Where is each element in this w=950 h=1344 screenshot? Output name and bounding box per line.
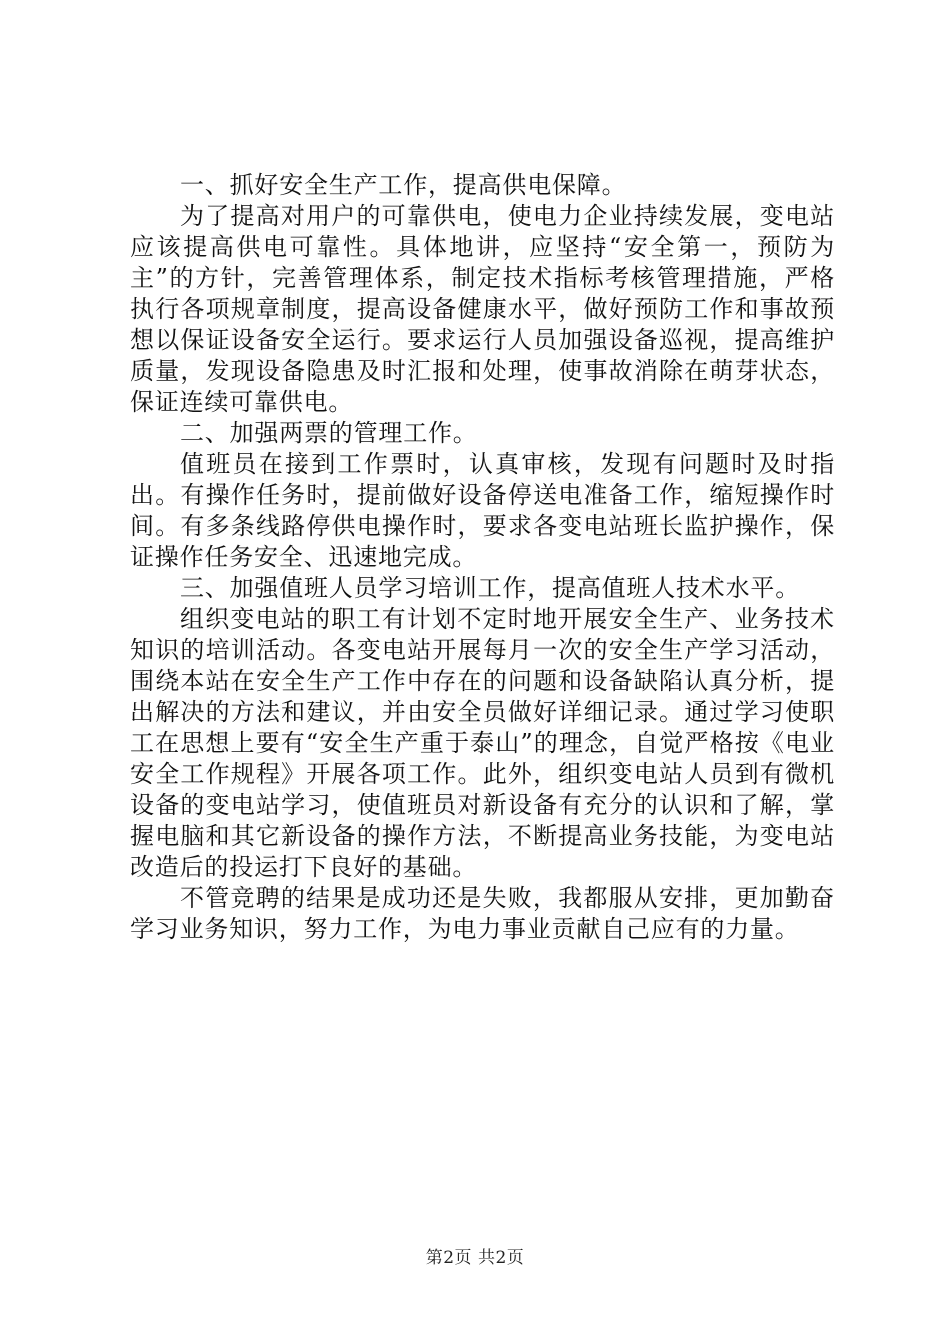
page-number-footer: 第2页 共2页 xyxy=(425,1248,525,1268)
section-heading-training: 三、加强值班人员学习培训工作，提高值班人技术水平。 xyxy=(180,574,800,602)
section-heading-safety: 一、抓好安全生产工作，提高供电保障。 xyxy=(180,171,627,199)
section-heading-work-tickets: 二、加强两票的管理工作。 xyxy=(180,419,478,447)
paragraph-work-tickets: 值班员在接到工作票时，认真审核，发现有问题时及时指出。有操作任务时，提前做好设备停送电准备工作，缩短操作时间。有多条线路停供电操作时，要求各变电站班长监护操作，保证操作任务安全、迅速地完成。 xyxy=(130,450,835,571)
paragraph-training: 组织变电站的职工有计划不定时地开展安全生产、业务技术知识的培训活动。各变电站开展每月一次的安全生产学习活动，围绕本站在安全生产工作中存在的问题和设备缺陷认真分析，提出解决的方法和建议，并由安全员做好详细记录。通过学习使职工在思想上要有“安全生产重于泰山”的理念，自觉严格按《电业安全工作规程》开展各项工作。此外，组织变电站人员到有微机设备的变电站学习，使值班员对新设备有充分的认识和了解，掌握电脑和其它新设备的操作方法，不断提高业务技能，为变电站改造后的投运打下良好的基础。 xyxy=(130,605,835,881)
paragraph-safety: 为了提高对用户的可靠供电，使电力企业持续发展，变电站应该提高供电可靠性。具体地讲，应坚持“安全第一，预防为主”的方针，完善管理体系，制定技术指标考核管理措施，严格执行各项规章制度，提高设备健康水平，做好预防工作和事故预想以保证设备安全运行。要求运行人员加强设备巡视，提高维护质量，发现设备隐患及时汇报和处理，使事故消除在萌芽状态，保证连续可靠供电。 xyxy=(130,202,835,416)
paragraph-conclusion: 不管竞聘的结果是成功还是失败，我都服从安排，更加勤奋学习业务知识，努力工作，为电力事业贡献自己应有的力量。 xyxy=(130,884,835,943)
document-body xyxy=(130,170,835,945)
